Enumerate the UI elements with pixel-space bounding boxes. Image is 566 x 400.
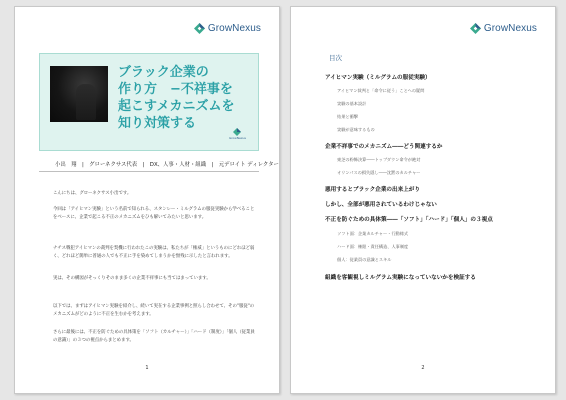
body-paragraph: さらに最後には、不正を防ぐための具体策を「ソフト（カルチャー）」「ハード（制度）」「個人（従業員の意識）」の３つの視点からまとめます。: [53, 330, 255, 343]
cover-title: [118, 64, 256, 132]
body-paragraph: こんにちは、グローネクサス小出です。: [53, 191, 132, 196]
page-number: 2: [421, 365, 425, 371]
toc-subitem[interactable]: 東芝の粉飾決算――トップダウン命令が絶対: [337, 157, 421, 162]
logo-text: GrowNexus: [207, 23, 261, 34]
cover-title-line: 知り対策する: [118, 116, 197, 131]
cover-logo-text: GrowNexus: [228, 136, 246, 140]
cover-title-line: ブラック企業の: [118, 65, 209, 80]
cover-title-line: 起こすメカニズムを: [118, 99, 235, 114]
table-of-contents: [325, 73, 525, 288]
body-paragraph: 以下では、まずはアイヒマン実験を紹介し、続いて実在する企業事例と照らし合わせて、その"服従"のメカニズムがどのように不正を生むかを考えます。: [53, 304, 255, 317]
toc-subitem[interactable]: オリンパスの損失隠し――沈黙のカルチャー: [337, 170, 421, 175]
cover-banner: [39, 53, 259, 151]
toc-heading[interactable]: アイヒマン実験（ミルグラムの服従実験）: [325, 75, 431, 81]
page-number: 1: [145, 365, 149, 371]
toc-heading[interactable]: しかし、全部が悪用されているわけじゃない: [325, 202, 437, 208]
document-page-2: [290, 6, 556, 394]
toc-title: 目次: [329, 54, 342, 62]
cover-photo: [50, 66, 108, 122]
toc-subitem[interactable]: 個人：従業員の意識とスキル: [337, 257, 392, 262]
body-paragraph: 今回は「アイヒマン実験」という名前で知られる、スタンレー・ミルグラムの服従実験から学べることをベースに、企業で起こる不正のメカニズムをひも解いてみたいと思います。: [53, 207, 255, 220]
author-line: 小出 翔 | グローネクサス代表 | DX、人事・人材・組織 | 元デロイト ディレクター: [55, 162, 279, 168]
toc-subitem[interactable]: ハード面：権限・責任構造、人事制度: [337, 244, 409, 249]
document-page-1: [14, 6, 280, 394]
toc-heading[interactable]: 組織を客観視しミルグラム実験になっていないかを検証する: [325, 275, 476, 281]
toc-subitem[interactable]: 実験の基本設計: [337, 101, 367, 106]
toc-subitem[interactable]: 実験が意味するもの: [337, 127, 375, 132]
cover-photo-figure: [76, 84, 96, 120]
body-paragraph: 実は、その構図がそっくりそのまま多くの企業不祥事にも当てはまっています。: [53, 276, 211, 281]
body-paragraph: ナチス戦犯アイヒマンの裁判を契機に行われたこの実験は、私たちが「権威」というものにどれほど弱く、どれほど簡単に普通の人でも不正に手を染めてしまうかを無残に示したと言われます。: [53, 246, 255, 259]
toc-heading[interactable]: 企業不祥事でのメカニズム――どう関連するか: [325, 144, 443, 150]
grownexus-logo: [470, 23, 537, 34]
toc-heading[interactable]: 悪用するとブラック企業の出来上がり: [325, 187, 420, 193]
toc-heading[interactable]: 不正を防ぐための具体策――「ソフト」「ハード」「個人」の３視点: [325, 217, 493, 223]
logo-diamond-icon: [194, 23, 205, 34]
grownexus-logo: [194, 23, 261, 34]
toc-subitem[interactable]: アイヒマン裁判と「命令に従う」ことへの疑問: [337, 88, 425, 93]
logo-diamond-icon: [470, 23, 481, 34]
cover-logo: [229, 128, 246, 140]
cover-title-line: 作り方 −不祥事を: [118, 82, 233, 97]
logo-diamond-icon: [233, 128, 241, 136]
toc-subitem[interactable]: 結果と衝撃: [337, 114, 358, 119]
logo-text: GrowNexus: [483, 23, 537, 34]
divider: [39, 171, 259, 172]
toc-subitem[interactable]: ソフト面：企業カルチャー・行動様式: [337, 231, 409, 236]
